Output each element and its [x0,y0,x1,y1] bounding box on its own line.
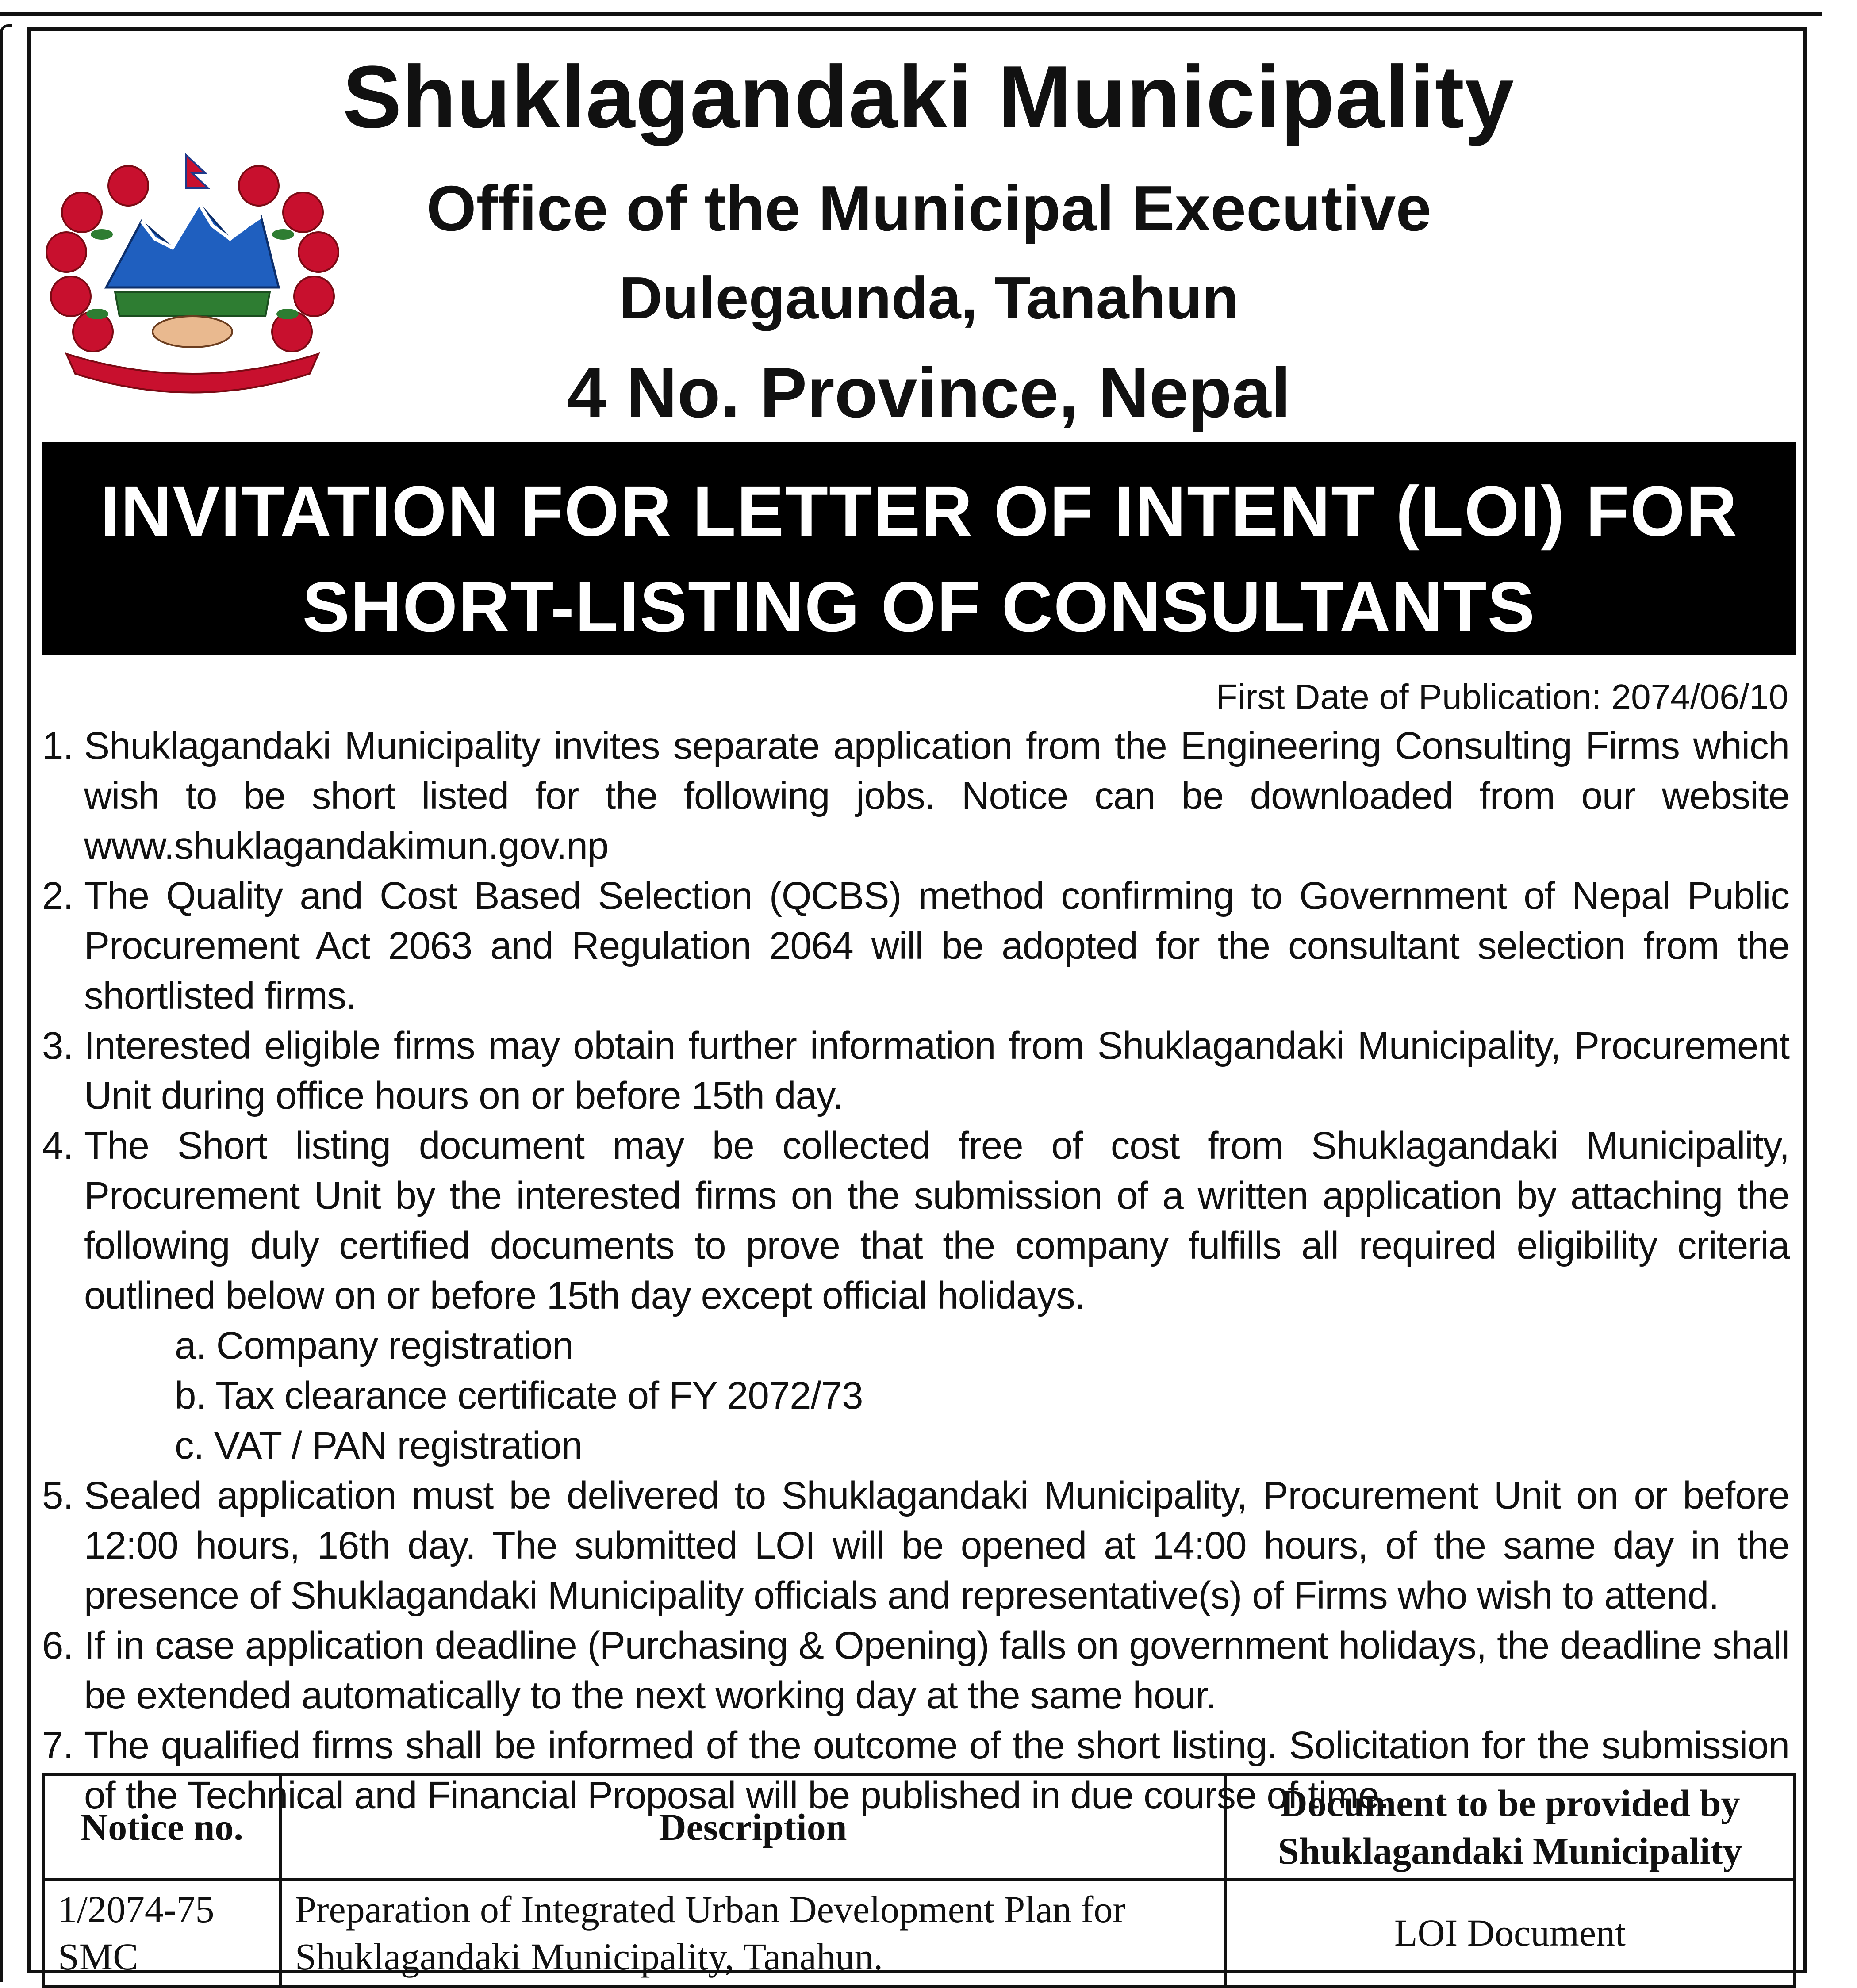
banner-line-2: SHORT-LISTING OF CONSULTANTS [302,567,1536,646]
list-item: 3. Interested eligible firms may obtain further information from Shuklagandaki Municipality, Procurement Unit during office hours on or before 15th day. [42,1024,1789,1117]
header-document: Document to be provided by Shuklagandaki Municipality [1225,1775,1795,1880]
cell-document: LOI Document [1225,1880,1795,1987]
list-item: 7. The qualified firms shall be informed of the outcome of the short listing. Solicitation for the submission of the Technical and Financial Proposal will be published in due course of time. [42,1724,1789,1817]
list-item: 1. Shuklagandaki Municipality invites separate application from the Engineering Consulting Firms which wish to be short listed for the following jobs. Notice can be downloaded from our website www.shuklagandakimun.gov.np [42,724,1789,867]
sub-item: b. Tax clearance certificate of FY 2072/73 [175,1374,863,1417]
list-item: 6. If in case application deadline (Purchasing & Opening) falls on government holidays, the deadline shall be extended automatically to the next working day at the same hour. [42,1624,1789,1717]
page-edge [0,24,12,1982]
top-rule [0,0,1822,16]
list-item: 4. The Short listing document may be collected free of cost from Shuklagandaki Municipality, Procurement Unit by the interested firms on the submission of a written application by attaching the following duly certified documents to prove that the company fulfills all required eligibility criteria outlined below on or before 15th day except official holidays. [42,1124,1789,1317]
cell-notice-no: 1/2074-75 SMC [43,1880,280,1987]
notice-body [42,721,1789,1820]
sub-item: c. VAT / PAN registration [175,1424,583,1467]
banner-line-1: INVITATION FOR LETTER OF INTENT (LOI) FOR [100,471,1738,551]
province-line: 4 No. Province, Nepal [567,353,1291,432]
notice-table [42,1773,1796,1988]
header-description: Description [280,1775,1225,1880]
cell-description: Preparation of Integrated Urban Development Plan for Shuklagandaki Municipality, Tanahun. [280,1880,1225,1987]
municipality-title: Shuklagandaki Municipality [342,48,1515,146]
title-banner [42,442,1796,655]
office-location: Dulegaunda, Tanahun [619,264,1239,331]
list-item: 5. Sealed application must be delivered to Shuklagandaki Municipality, Procurement Unit on or before 12:00 hours, 16th day. The submitted LOI will be opened at 14:00 hours, of the same day in the presence of Shuklagandaki Municipality officials and representative(s) of Firms who wish to attend. [42,1474,1789,1617]
list-item: 2. The Quality and Cost Based Selection (QCBS) method confirming to Government of Nepal Public Procurement Act 2063 and Regulation 2064 will be adopted for the consultant selection from the shortlisted firms. [42,874,1789,1017]
office-name: Office of the Municipal Executive [426,172,1432,244]
header-notice-no: Notice no. [43,1775,280,1880]
nepal-emblem-logo [40,146,345,394]
publication-date: First Date of Publication: 2074/06/10 [1216,677,1788,716]
table-row [43,1880,1795,1987]
sub-item: a. Company registration [175,1324,573,1367]
table-header-row [43,1775,1795,1880]
